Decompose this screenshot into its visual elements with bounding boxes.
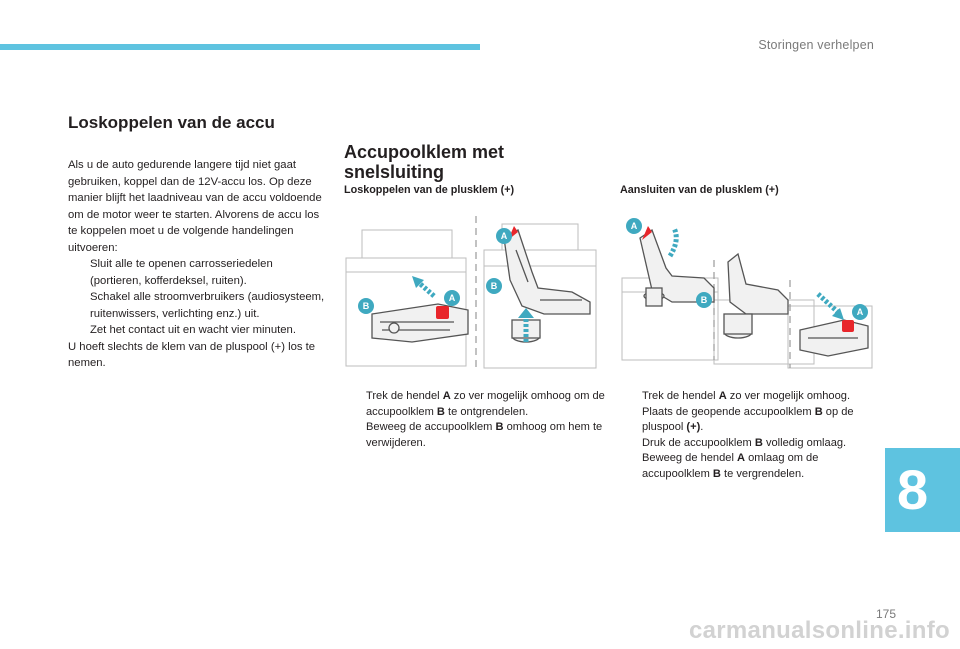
outro-paragraph: U hoeft slechts de klem van de pluspool (+) los te nemen. — [68, 340, 316, 369]
watermark: carmanualsonline.info — [688, 617, 950, 644]
label-b: B — [490, 281, 498, 291]
page-number: 175 — [876, 607, 897, 621]
chapter-tab — [885, 448, 960, 532]
list-item: Schakel alle stroomverbruikers (audiosysteem, ruitenwissers, verlichting enz.) uit. — [90, 291, 325, 320]
intro-paragraph: Als u de auto gedurende langere tijd niet gaat gebruiken, koppel dan de 12V-accu los. Op deze manier blijft het laadniveau van de accu voldoende om de motor weer te starten. Alvorens de accu los te koppelen moet u de volgende handelingen uitvoeren: — [68, 159, 322, 254]
list-item: Druk de accupoolklem B volledig omlaag. — [642, 436, 847, 449]
page-title: Loskoppelen van de accu — [68, 113, 275, 132]
section-heading: Accupoolklem met snelsluiting — [344, 142, 505, 182]
disconnect-steps — [344, 389, 606, 451]
list-item: Beweeg de accupoolklem B omhoog om hem te verwijderen. — [366, 421, 603, 449]
connect-illustration — [618, 210, 876, 372]
label-b: B — [362, 301, 370, 311]
disconnect-illustration — [342, 210, 600, 372]
list-item: Plaats de geopende accupoolklem B op de pluspool (+). — [642, 405, 854, 433]
chapter-number: 8 — [897, 458, 929, 521]
list-item: Zet het contact uit en wacht vier minuten. — [90, 324, 296, 336]
label-b: B — [700, 295, 708, 305]
preparation-list — [68, 256, 326, 339]
header-accent-bar — [0, 44, 480, 50]
label-a: A — [856, 307, 864, 317]
label-a: A — [630, 221, 638, 231]
list-item: Beweeg de hendel A omlaag om de accupoolklem B te vergrendelen. — [642, 452, 819, 480]
label-a: A — [448, 293, 456, 303]
label-a: A — [500, 231, 508, 241]
disconnect-subtitle: Loskoppelen van de plusklem (+) — [344, 184, 515, 196]
section-title: Storingen verhelpen — [758, 38, 874, 52]
list-item: Sluit alle te openen carrosseriedelen (portieren, kofferdeksel, ruiten). — [90, 258, 273, 287]
intro-column — [68, 157, 326, 372]
connect-subtitle: Aansluiten van de plusklem (+) — [620, 184, 779, 196]
connect-steps — [620, 389, 882, 482]
list-item: Trek de hendel A zo ver mogelijk omhoog. — [642, 390, 851, 402]
list-item: Trek de hendel A zo ver mogelijk omhoog om de accupoolklem B te ontgrendelen. — [366, 390, 605, 418]
